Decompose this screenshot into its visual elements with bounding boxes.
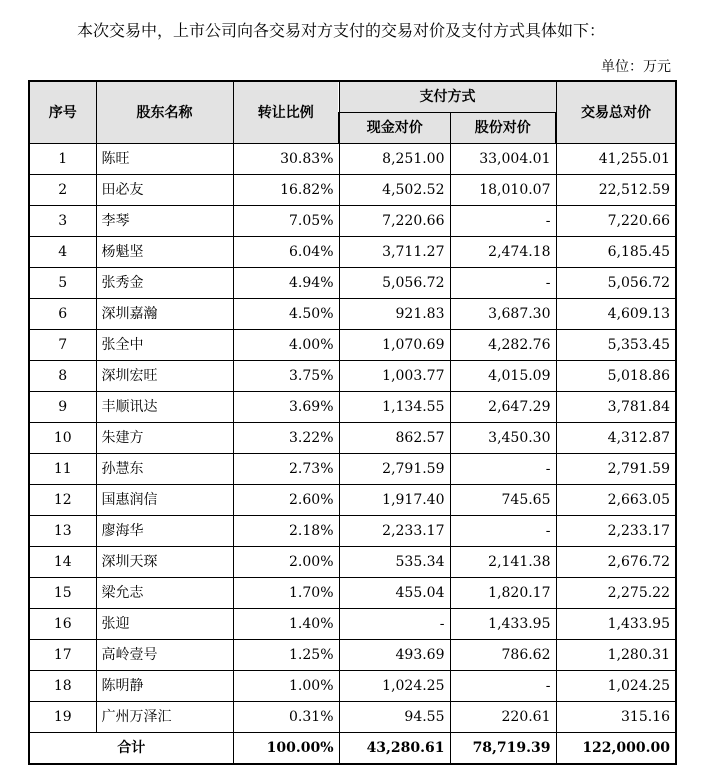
cell-seq: 12 [29,485,96,516]
cell-name: 深圳宏旺 [96,361,233,392]
cell-name: 张全中 [96,330,233,361]
cell-total: 5,018.86 [556,361,676,392]
cell-cash: 2,791.59 [339,454,450,485]
cell-ratio: 1.00% [233,671,339,702]
cell-shares: 18,010.07 [450,175,556,206]
header-cash: 现金对价 [339,113,450,144]
cell-name: 广州万泽汇 [96,702,233,733]
cell-cash: 2,233.17 [339,516,450,547]
table-body [29,144,676,733]
cell-total: 7,220.66 [556,206,676,237]
cell-shares: - [450,454,556,485]
table-row [29,423,676,454]
cell-shares: 745.65 [450,485,556,516]
cell-total: 2,275.22 [556,578,676,609]
cell-total: 1,433.95 [556,609,676,640]
footer-cash: 43,280.61 [339,733,450,765]
cell-cash: 1,917.40 [339,485,450,516]
cell-name: 陈旺 [96,144,233,175]
cell-ratio: 3.22% [233,423,339,454]
cell-seq: 19 [29,702,96,733]
cell-shares: 4,015.09 [450,361,556,392]
table-row [29,361,676,392]
cell-shares: 786.62 [450,640,556,671]
table-row [29,702,676,733]
table-row [29,268,676,299]
cell-cash: 921.83 [339,299,450,330]
cell-seq: 13 [29,516,96,547]
cell-total: 2,233.17 [556,516,676,547]
cell-name: 田必友 [96,175,233,206]
cell-seq: 17 [29,640,96,671]
cell-cash: 1,070.69 [339,330,450,361]
cell-seq: 2 [29,175,96,206]
table-row [29,237,676,268]
table-row [29,299,676,330]
cell-seq: 4 [29,237,96,268]
cell-total: 2,663.05 [556,485,676,516]
cell-ratio: 7.05% [233,206,339,237]
cell-shares: 3,687.30 [450,299,556,330]
cell-ratio: 2.00% [233,547,339,578]
cell-total: 22,512.59 [556,175,676,206]
cell-ratio: 2.73% [233,454,339,485]
cell-ratio: 1.70% [233,578,339,609]
cell-total: 3,781.84 [556,392,676,423]
cell-cash: 1,024.25 [339,671,450,702]
cell-seq: 3 [29,206,96,237]
cell-cash: 8,251.00 [339,144,450,175]
cell-cash: 94.55 [339,702,450,733]
footer-shares: 78,719.39 [450,733,556,765]
cell-name: 深圳天琛 [96,547,233,578]
cell-total: 41,255.01 [556,144,676,175]
cell-total: 1,024.25 [556,671,676,702]
table-row [29,392,676,423]
cell-ratio: 3.75% [233,361,339,392]
cell-seq: 15 [29,578,96,609]
cell-shares: 33,004.01 [450,144,556,175]
cell-seq: 7 [29,330,96,361]
cell-total: 4,312.87 [556,423,676,454]
cell-cash: 535.34 [339,547,450,578]
cell-name: 朱建方 [96,423,233,454]
header-ratio: 转让比例 [233,81,339,144]
cell-name: 梁允志 [96,578,233,609]
cell-name: 杨魁坚 [96,237,233,268]
cell-ratio: 4.94% [233,268,339,299]
cell-name: 张迎 [96,609,233,640]
cell-seq: 6 [29,299,96,330]
intro-paragraph: 本次交易中，上市公司向各交易对方支付的交易对价及支付方式具体如下： [77,21,606,40]
cell-seq: 8 [29,361,96,392]
table-row [29,640,676,671]
cell-total: 5,353.45 [556,330,676,361]
cell-name: 张秀金 [96,268,233,299]
cell-total: 5,056.72 [556,268,676,299]
cell-name: 李琴 [96,206,233,237]
cell-shares: 4,282.76 [450,330,556,361]
table-row [29,454,676,485]
cell-total: 2,676.72 [556,547,676,578]
cell-seq: 18 [29,671,96,702]
cell-name: 国惠润信 [96,485,233,516]
table-row [29,485,676,516]
table-row [29,578,676,609]
cell-ratio: 1.40% [233,609,339,640]
cell-seq: 10 [29,423,96,454]
table-row [29,330,676,361]
cell-cash: 5,056.72 [339,268,450,299]
cell-cash: 1,134.55 [339,392,450,423]
cell-cash: - [339,609,450,640]
footer-ratio: 100.00% [233,733,339,765]
cell-shares: - [450,671,556,702]
cell-name: 廖海华 [96,516,233,547]
cell-ratio: 2.18% [233,516,339,547]
cell-seq: 14 [29,547,96,578]
table-row [29,206,676,237]
total-row [29,733,676,765]
cell-name: 孙慧东 [96,454,233,485]
table-row [29,175,676,206]
cell-ratio: 1.25% [233,640,339,671]
cell-name: 陈明静 [96,671,233,702]
cell-total: 4,609.13 [556,299,676,330]
header-payment-method: 支付方式 [339,81,556,113]
cell-name: 高岭壹号 [96,640,233,671]
table-row [29,671,676,702]
header-total: 交易总对价 [556,81,676,144]
cell-seq: 1 [29,144,96,175]
cell-ratio: 4.00% [233,330,339,361]
cell-ratio: 30.83% [233,144,339,175]
header-shares: 股份对价 [450,113,556,144]
cell-cash: 455.04 [339,578,450,609]
table-row [29,609,676,640]
cell-ratio: 2.60% [233,485,339,516]
cell-seq: 16 [29,609,96,640]
cell-total: 6,185.45 [556,237,676,268]
unit-label: 单位：万元 [601,59,671,75]
cell-cash: 4,502.52 [339,175,450,206]
footer-label: 合计 [29,733,233,765]
cell-seq: 9 [29,392,96,423]
cell-total: 1,280.31 [556,640,676,671]
header-seq: 序号 [29,81,96,144]
cell-shares: 2,647.29 [450,392,556,423]
footer-total: 122,000.00 [556,733,676,765]
cell-shares: 2,474.18 [450,237,556,268]
cell-shares: 1,820.17 [450,578,556,609]
cell-shares: 3,450.30 [450,423,556,454]
cell-shares: 1,433.95 [450,609,556,640]
cell-total: 2,791.59 [556,454,676,485]
consideration-table [28,80,677,765]
table-row [29,144,676,175]
cell-seq: 11 [29,454,96,485]
cell-shares: 2,141.38 [450,547,556,578]
cell-name: 深圳嘉瀚 [96,299,233,330]
cell-cash: 7,220.66 [339,206,450,237]
cell-cash: 3,711.27 [339,237,450,268]
cell-ratio: 4.50% [233,299,339,330]
cell-name: 丰顺讯达 [96,392,233,423]
table-row [29,516,676,547]
header-name: 股东名称 [96,81,233,144]
cell-ratio: 6.04% [233,237,339,268]
cell-ratio: 3.69% [233,392,339,423]
cell-ratio: 0.31% [233,702,339,733]
cell-ratio: 16.82% [233,175,339,206]
cell-total: 315.16 [556,702,676,733]
cell-cash: 493.69 [339,640,450,671]
cell-cash: 862.57 [339,423,450,454]
cell-seq: 5 [29,268,96,299]
cell-shares: - [450,268,556,299]
table-row [29,547,676,578]
cell-shares: - [450,206,556,237]
cell-cash: 1,003.77 [339,361,450,392]
cell-shares: 220.61 [450,702,556,733]
cell-shares: - [450,516,556,547]
